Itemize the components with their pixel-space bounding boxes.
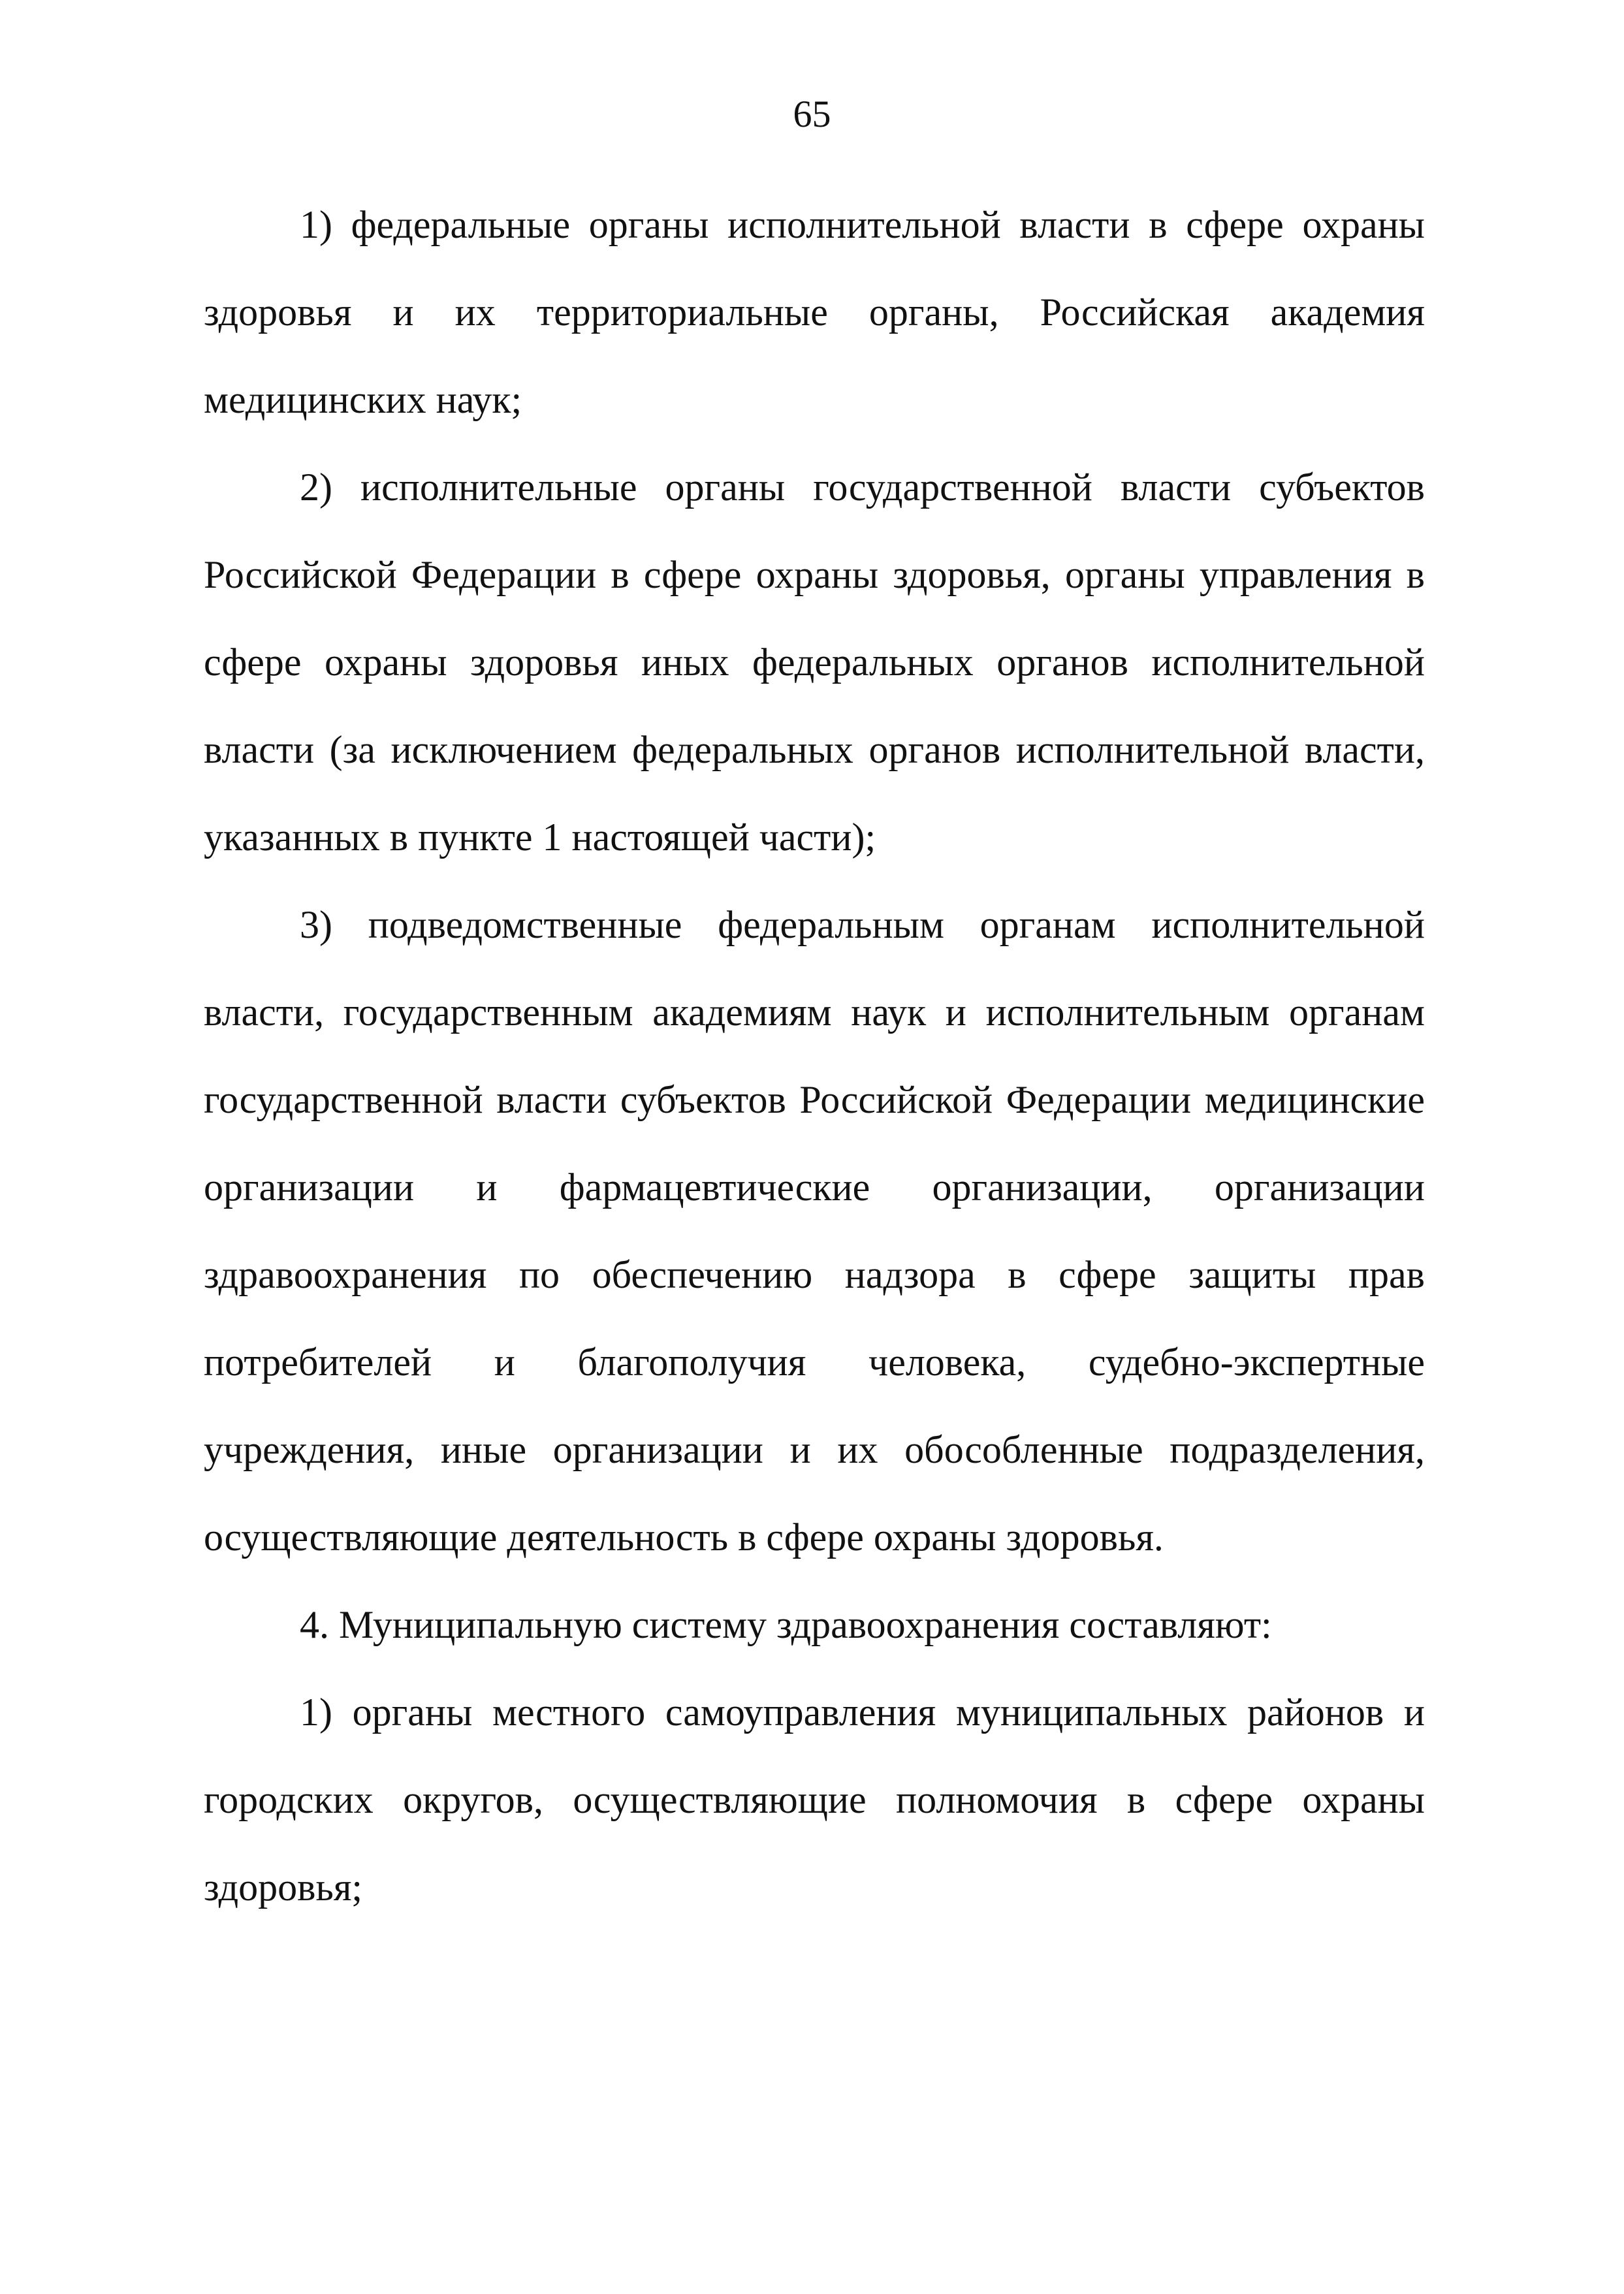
document-body <box>204 181 1425 1931</box>
paragraph-item-1-municipal: 1) органы местного самоуправления муниципальных районов и городских округов, осуществляющие полномочия в сфере охраны здоровья; <box>204 1691 1425 1909</box>
paragraph-section-4-heading: 4. Муниципальную систему здравоохранения составляют: <box>300 1603 1272 1646</box>
paragraph-item-1-federal: 1) федеральные органы исполнительной власти в сфере охраны здоровья и их территориальные органы, Российская академия медицинских наук; <box>204 203 1425 421</box>
paragraph-item-2-regional: 2) исполнительные органы государственной власти субъектов Российской Федерации в сфере охраны здоровья, органы управления в сфере охраны здоровья иных федеральных органов исполнительной власти (за исключением федеральных органов исполнительной власти, указанных в пункте 1 настоящей части); <box>204 466 1425 859</box>
paragraph-item-3-subordinate: 3) подведомственные федеральным органам исполнительной власти, государственным академиям наук и исполнительным органам государственной власти субъектов Российской Федерации медицинские организации и фармацевтические организации, организации здравоохранения по обеспечению надзора в сфере защиты прав потребителей и благополучия человека, судебно-экспертные учреждения, иные организации и их обособленные подразделения, осуществляющие деятельность в сфере охраны здоровья. <box>204 903 1425 1559</box>
page-number: 65 <box>793 93 831 135</box>
